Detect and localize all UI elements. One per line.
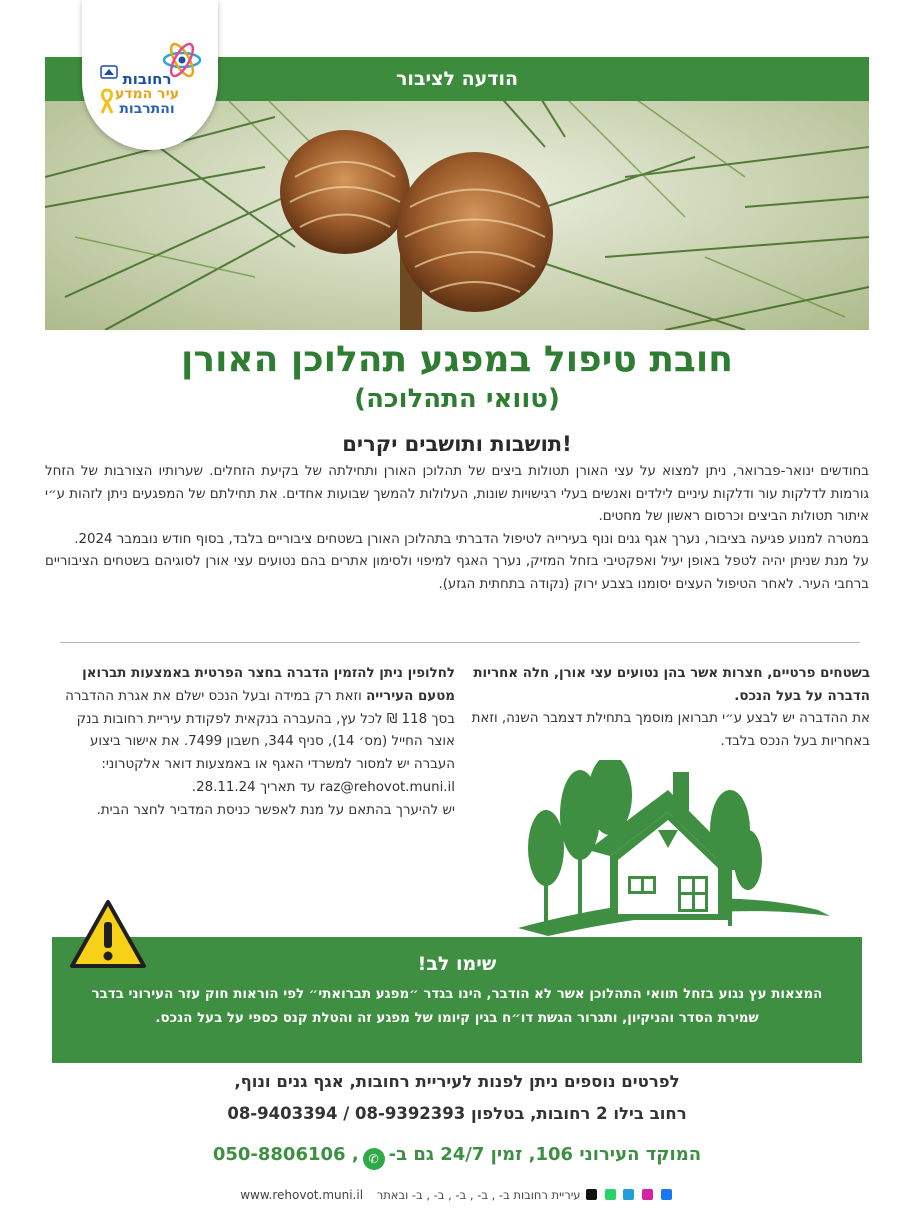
social-icons	[581, 1188, 674, 1202]
warning-title: שימו לב!	[417, 953, 497, 975]
alternative-body: וזאת רק במידה ובעל הנכס ישלם את אגרת ההדברה בסך 118 ₪ לכל עץ, בהעברה בנקאית לפקודת עיריית רחובות בנק אוצר החייל (מס׳ 14), סניף 344, חשבון 7499. את אישור ביצוע העברה יש למסור למשרדי האגף או באמצעות דואר אלקטרוני: raz@rehovot.muni.il עד תאריך 28.11.24.	[65, 688, 455, 795]
facebook-icon[interactable]	[661, 1189, 672, 1200]
logo-tagline-2: והתרבות	[119, 101, 175, 117]
warning-box	[52, 937, 862, 1063]
warning-body: המצאות עץ נגוע בזחל תוואי התהלוכן אשר לא הודבר, הינו בגדר ״מפגע תברואתי״ לפי הוראות חוק עזר העירוני בדבר שמירת הסדר והניקיון, ותגרור הגשת דו״ח בגין קיומו של מפגע זה והטלת קנס כספי על בעל הנכס.	[91, 987, 823, 1026]
footer	[45, 1184, 869, 1206]
alternative-coordination: יש להיערך בהתאם על מנת לאפשר כניסת המדביר לחצר הבית.	[96, 802, 455, 818]
hotline	[45, 1141, 869, 1170]
public-notice-bar: הודעה לציבור	[45, 57, 869, 101]
greeting: תושבות ותושבים יקרים!	[342, 432, 572, 456]
private-areas-section	[468, 663, 870, 753]
footer-social-text: עיריית רחובות ב- , ב- , ב- , ב- , ב- ובאתר	[376, 1188, 581, 1202]
city-logo	[82, 0, 218, 150]
page-title: חובת טיפול במפגע תהלוכן האורן	[181, 339, 733, 380]
logo-city-name: רחובות	[122, 70, 172, 88]
contact-line-1: לפרטים נוספים ניתן לפנות לעיריית רחובות, אגף גנים ונוף,	[234, 1072, 680, 1091]
alternative-section	[45, 663, 455, 823]
whatsapp-icon[interactable]	[605, 1189, 616, 1200]
intro-paragraph: בחודשים ינואר-פברואר, ניתן למצוא על עצי האורן תטולות ביצים של תהלוכן האורן ותחילתה של בקיעת הזחלים. שערותיו הצורבות של הזחל גורמות לדלקות עור ודלקות עיניים לילדים ואנשים בעלי רגישויות שונות, העלולות להמשך שבועות אחדים. את תחילתם של המפגעים ניתן לזהות ע״י איתור תטולות הביצים וכרסום ראשון של מחטים.	[45, 464, 869, 525]
alternative-lead: לחלופין ניתן להזמין הדברה בחצר הפרטית באמצעות תברואן מטעם העירייה	[82, 666, 455, 704]
private-areas-body: את ההדברה יש לבצע ע״י תברואן מוסמך בתחילת דצמבר השנה, וזאת באחריות בעל הנכס בלבד.	[471, 711, 870, 749]
telegram-icon[interactable]	[623, 1189, 634, 1200]
website-link[interactable]: www.rehovot.muni.il	[240, 1188, 364, 1202]
intro-text	[45, 461, 869, 597]
private-areas-lead: בשטחים פרטיים, חצרות אשר בהן נטועים עצי אורן, חלה אחריות הדברה על בעל הנכס.	[473, 666, 870, 704]
intro-paragraph: במטרה למנוע פגיעה בציבור, נערך אגף גנים ונוף בעירייה לטיפול הדברתי בתהלוכן האורן בשטחים ציבוריים בלבד, בסוף חודש נובמבר 2024.	[74, 531, 869, 547]
instagram-icon[interactable]	[642, 1189, 653, 1200]
tiktok-icon[interactable]	[586, 1189, 597, 1200]
page-subtitle: (טוואי התהלוכה)	[354, 384, 560, 414]
intro-paragraph: על מנת שניתן יהיה לטפל באופן יעיל ואפקטיבי בזחל המזיק, נערך האגף למיפוי ולסימון אתרים בהם נטועים עצי אורן לסוגיהם בשטחים הציבוריים ברחבי העיר. לאחר הטיפול העצים יסומנו בצבע ירוק (נקודה בתחתית הגזע).	[45, 554, 869, 592]
logo-tagline-1: עיר המדע	[114, 86, 180, 102]
contact-line-2: רחוב בילו 2 רחובות, בטלפון 08-9392393 / 08-9403394	[227, 1104, 687, 1123]
whatsapp-icon: ✆	[363, 1148, 385, 1170]
hotline-text: המוקד העירוני 106, זמין 24/7 גם ב-	[388, 1144, 702, 1165]
section-divider	[60, 642, 860, 643]
warning-icon	[68, 898, 148, 970]
house-trees-icon	[518, 760, 830, 936]
hotline-phone[interactable]: , 050-8806106	[212, 1144, 359, 1165]
city-logo-text	[92, 72, 202, 117]
